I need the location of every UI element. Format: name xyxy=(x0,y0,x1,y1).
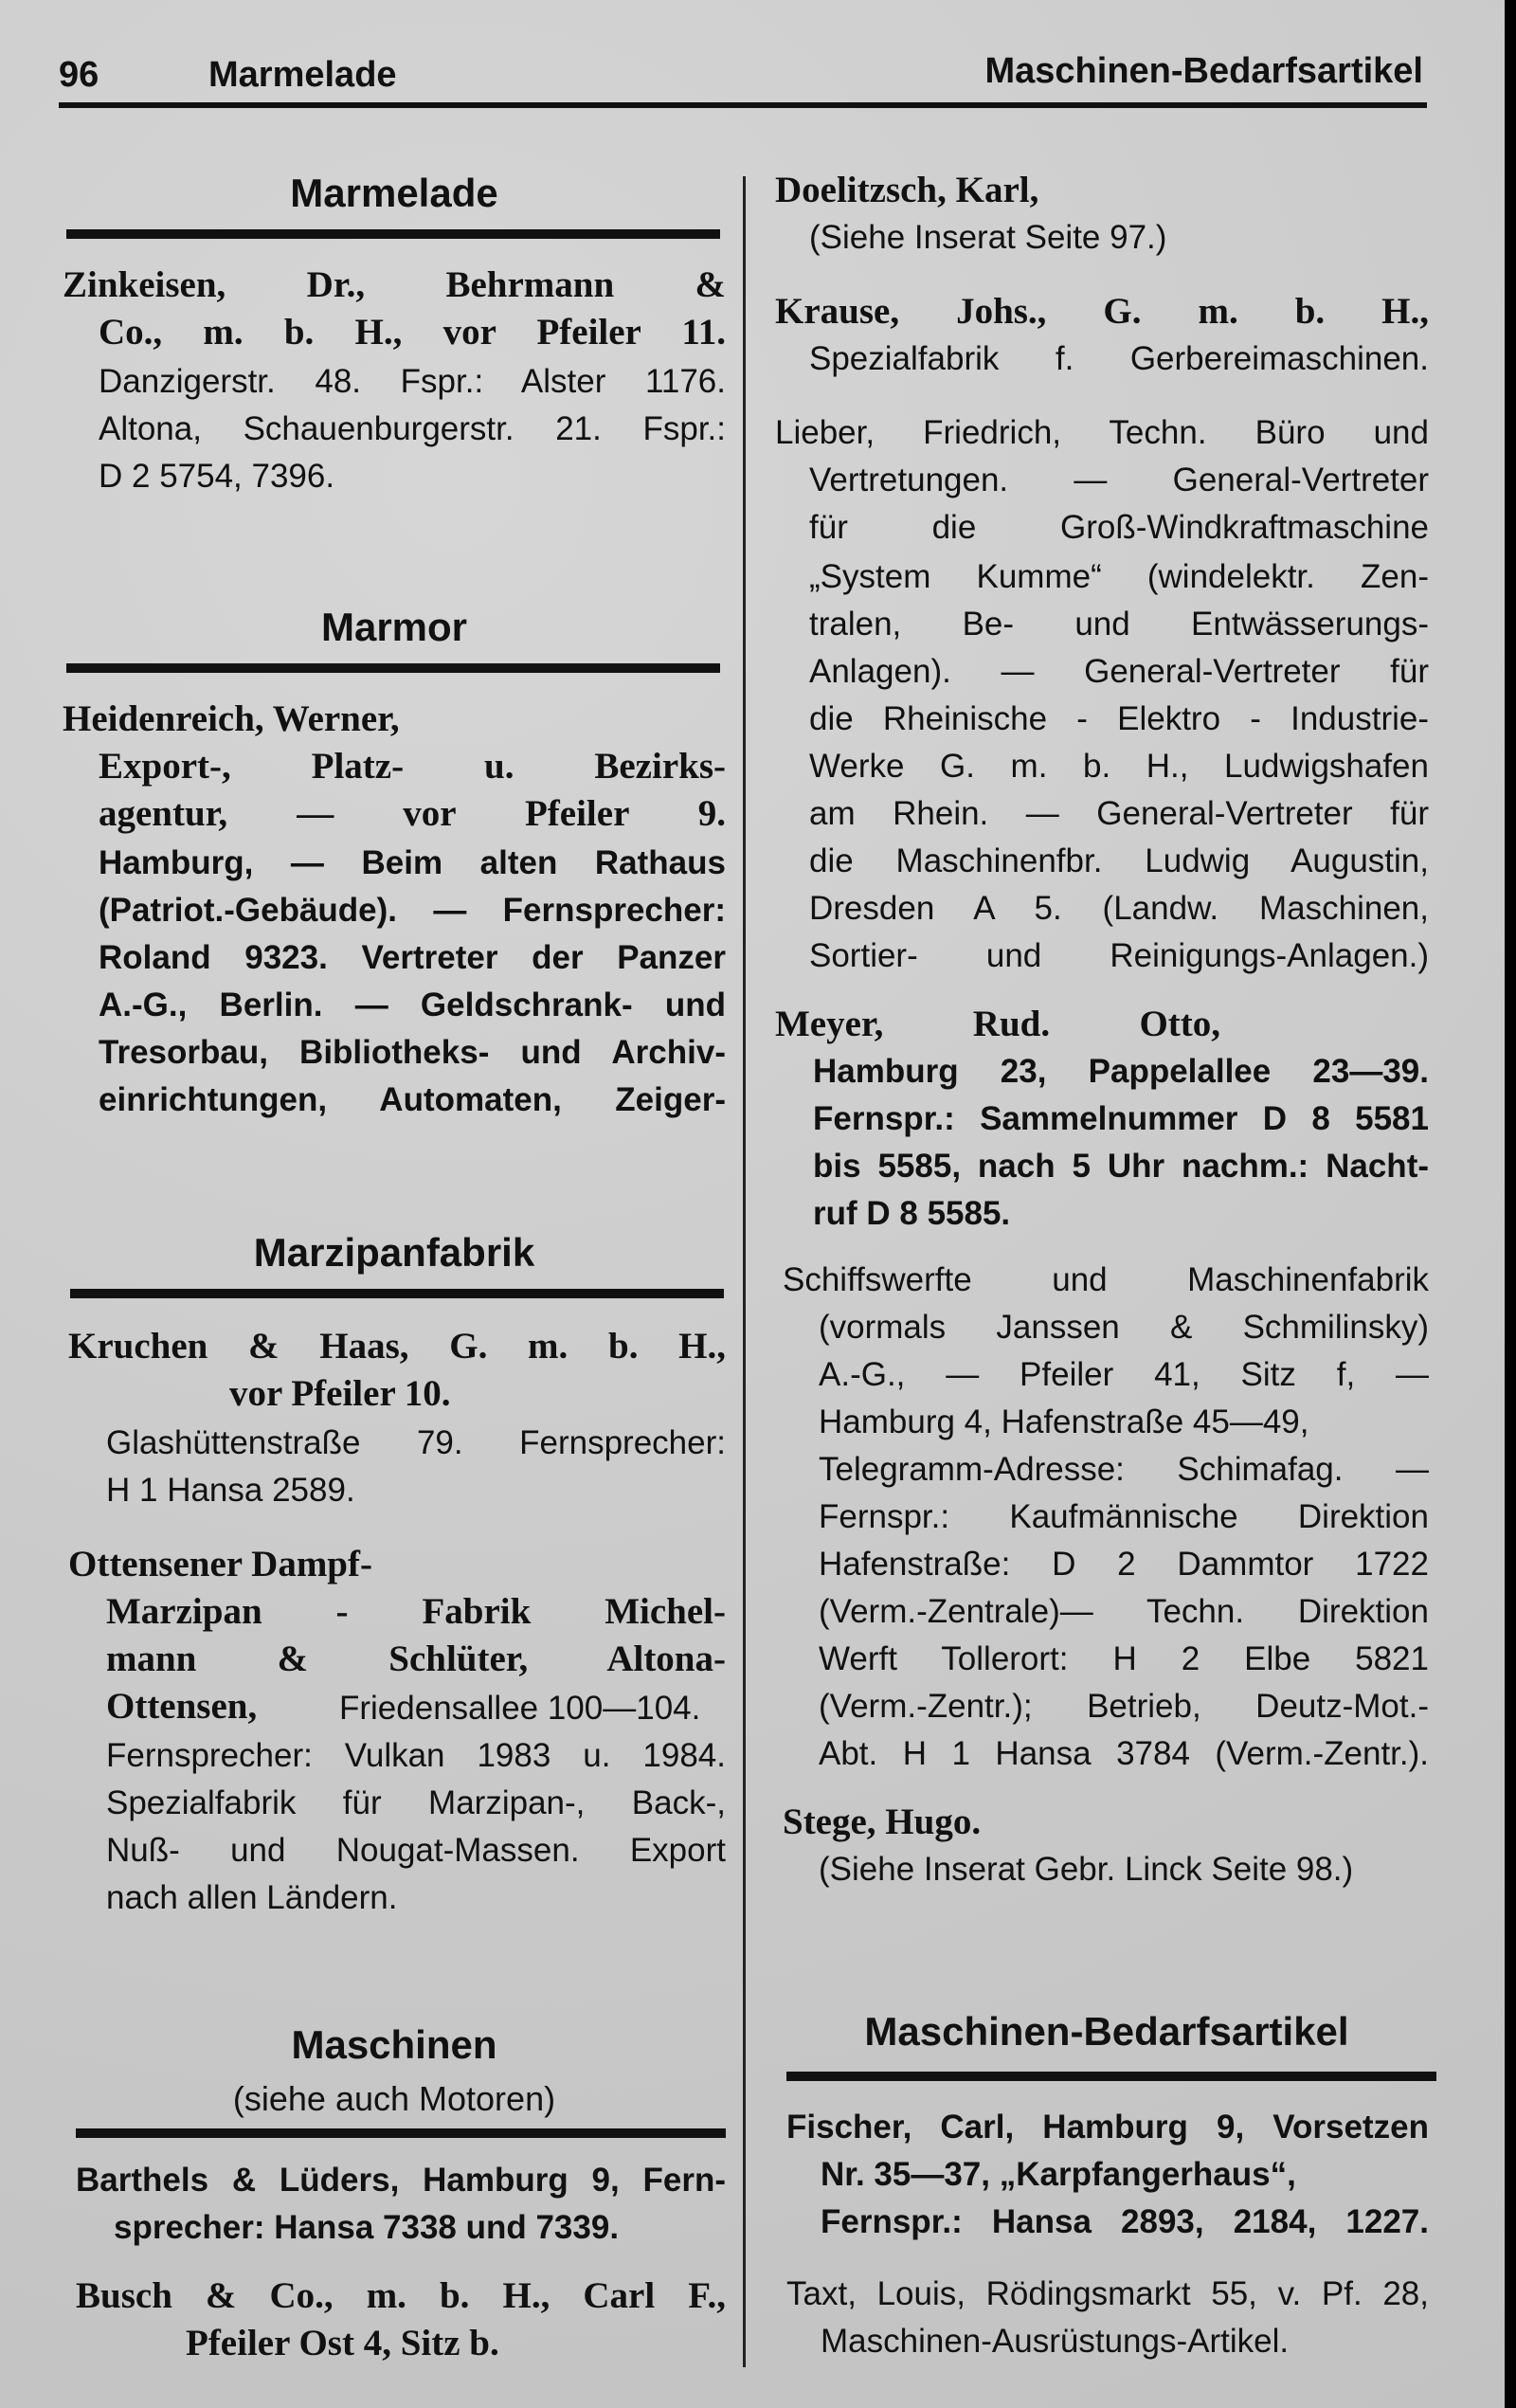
entry-line: agentur, — vor Pfeiler 9. xyxy=(99,793,726,834)
section-rule xyxy=(70,1289,724,1298)
entry-line: Nr. 35—37, „Karpfangerhaus“, xyxy=(821,2156,1296,2193)
entry-line: für die Groß-Windkraftmaschine xyxy=(809,509,1429,546)
entry-line: Fernsprecher: Vulkan 1983 u. 1984. xyxy=(106,1737,726,1774)
entry-line: einrichtungen, Automaten, Zeiger- xyxy=(99,1081,726,1118)
entry-line: Zinkeisen, Dr., Behrmann & xyxy=(63,264,726,305)
entry-line: Werke G. m. b. H., Ludwigshafen xyxy=(809,748,1429,785)
entry-line: Heidenreich, Werner, xyxy=(63,698,400,739)
entry-line: Werft Tollerort: H 2 Elbe 5821 xyxy=(819,1640,1429,1677)
section-rule xyxy=(66,229,720,239)
entry-line: am Rhein. — General-Vertreter für xyxy=(809,795,1429,832)
entry-line: die Maschinenfbr. Ludwig Augustin, xyxy=(809,842,1429,879)
entry-line: Glashüttenstraße 79. Fernsprecher: xyxy=(106,1424,726,1461)
entry-line: Meyer, Rud. Otto, xyxy=(775,1004,1220,1044)
entry-line: Hamburg 4, Hafenstraße 45—49, xyxy=(819,1403,1309,1440)
entry-line: Anlagen). — General-Vertreter für xyxy=(809,653,1429,690)
entry-line: Kruchen & Haas, G. m. b. H., xyxy=(68,1326,726,1367)
entry-line: ruf D 8 5585. xyxy=(813,1195,1011,1232)
entry-line: Co., m. b. H., vor Pfeiler 11. xyxy=(99,312,726,353)
entry-line: Roland 9323. Vertreter der Panzer xyxy=(99,939,726,976)
entry-line: Marzipan - Fabrik Michel- xyxy=(106,1591,726,1632)
entry-line: Abt. H 1 Hansa 3784 (Verm.-Zentr.). xyxy=(819,1735,1429,1772)
entry-line: Export-, Platz- u. Bezirks- xyxy=(99,746,726,787)
entry-line: Busch & Co., m. b. H., Carl F., xyxy=(76,2275,726,2316)
column-divider xyxy=(743,176,746,2367)
entry-line: Fischer, Carl, Hamburg 9, Vorsetzen xyxy=(786,2109,1429,2145)
entry-line: Krause, Johs., G. m. b. H., xyxy=(775,291,1429,332)
entry-line: sprecher: Hansa 7338 und 7339. xyxy=(114,2209,620,2246)
entry-line: H 1 Hansa 2589. xyxy=(106,1472,355,1509)
running-head xyxy=(59,49,1423,106)
section-title-marzipanfabrik: Marzipanfabrik xyxy=(253,1230,535,1275)
entry-line: mann & Schlüter, Altona- xyxy=(106,1639,726,1679)
page-number: 96 xyxy=(59,55,99,95)
entry-line: (Verm.-Zentr.); Betrieb, Deutz-Mot.- xyxy=(819,1688,1429,1725)
entry-line: (Siehe Inserat Gebr. Linck Seite 98.) xyxy=(819,1851,1354,1888)
entry-line: Pfeiler Ost 4, Sitz b. xyxy=(186,2323,499,2363)
running-head-right: Maschinen-Bedarfsartikel xyxy=(984,51,1423,91)
entry-line: Fernspr.: Sammelnummer D 8 5581 xyxy=(813,1100,1429,1137)
section-title-maschinen-bedarfsartikel: Maschinen-Bedarfsartikel xyxy=(864,2009,1349,2054)
section-rule xyxy=(76,2128,726,2138)
entry-line: Stege, Hugo. xyxy=(783,1801,982,1842)
running-head-left: Marmelade xyxy=(208,55,397,95)
entry-line: A.-G., Berlin. — Geldschrank- und xyxy=(99,987,726,1023)
entry-line: Doelitzsch, Karl, xyxy=(775,170,1039,210)
entry-line: Friedensallee 100—104. xyxy=(339,1690,701,1727)
entry-line: Spezialfabrik f. Gerbereimaschinen. xyxy=(809,340,1429,377)
entry-line: Maschinen-Ausrüstungs-Artikel. xyxy=(821,2323,1290,2360)
entry-line: vor Pfeiler 10. xyxy=(229,1373,451,1414)
entry-line: Tresorbau, Bibliotheks- und Archiv- xyxy=(99,1034,726,1071)
section-rule xyxy=(786,2072,1436,2081)
entry-line: Hamburg, — Beim alten Rathaus xyxy=(99,844,726,881)
entry-line: Hamburg 23, Pappelallee 23—39. xyxy=(813,1053,1429,1090)
section-title-maschinen: Maschinen xyxy=(291,2022,497,2067)
entry-line: Ottensen, xyxy=(106,1686,258,1727)
entry-line: tralen, Be- und Entwässerungs- xyxy=(809,606,1429,643)
section-rule xyxy=(66,663,720,673)
entry-line: Barthels & Lüders, Hamburg 9, Fern- xyxy=(76,2162,726,2199)
entry-line: nach allen Ländern. xyxy=(106,1879,398,1916)
entry-line: Lieber, Friedrich, Techn. Büro und xyxy=(775,414,1429,451)
entry-line: Dresden A 5. (Landw. Maschinen, xyxy=(809,890,1429,927)
entry-line: die Rheinische - Elektro - Industrie- xyxy=(809,700,1429,737)
entry-line: bis 5585, nach 5 Uhr nachm.: Nacht- xyxy=(813,1148,1429,1185)
entry-line: Nuß- und Nougat-Massen. Export xyxy=(106,1832,726,1869)
entry-line: Fernspr.: Hansa 2893, 2184, 1227. xyxy=(821,2203,1429,2240)
entry-line: D 2 5754, 7396. xyxy=(99,458,335,495)
entry-line: Spezialfabrik für Marzipan-, Back-, xyxy=(106,1784,726,1821)
entry-line: Ottensener Dampf- xyxy=(68,1544,372,1584)
section-title-marmor: Marmor xyxy=(320,605,468,649)
entry-line: Fernspr.: Kaufmännische Direktion xyxy=(819,1498,1429,1535)
entry-line: (Verm.-Zentrale)— Techn. Direktion xyxy=(819,1593,1429,1630)
entry-line: Telegramm-Adresse: Schimafag. — xyxy=(819,1451,1429,1488)
entry-line: (vormals Janssen & Schmilinsky) xyxy=(819,1309,1429,1346)
entry-line: (Patriot.-Gebäude). — Fernsprecher: xyxy=(99,892,726,929)
entry-line: „System Kumme“ (windelektr. Zen- xyxy=(809,558,1429,595)
entry-line: Sortier- und Reinigungs-Anlagen.) xyxy=(809,937,1429,974)
entry-line: A.-G., — Pfeiler 41, Sitz f, — xyxy=(819,1356,1429,1393)
header-rule xyxy=(59,102,1427,108)
section-title-marmelade: Marmelade xyxy=(290,171,498,215)
entry-line: Hafenstraße: D 2 Dammtor 1722 xyxy=(819,1546,1429,1583)
entry-line: Danzigerstr. 48. Fspr.: Alster 1176. xyxy=(99,363,726,400)
entry-line: Vertretungen. — General-Vertreter xyxy=(809,462,1429,498)
section-subtitle-maschinen: (siehe auch Motoren) xyxy=(232,2079,556,2118)
entry-line: Altona, Schauenburgerstr. 21. Fspr.: xyxy=(99,410,726,447)
entry-line: (Siehe Inserat Seite 97.) xyxy=(809,219,1167,256)
entry-line: Schiffswerfte und Maschinenfabrik xyxy=(783,1261,1429,1298)
entry-line: Taxt, Louis, Rödingsmarkt 55, v. Pf. 28, xyxy=(786,2275,1429,2312)
